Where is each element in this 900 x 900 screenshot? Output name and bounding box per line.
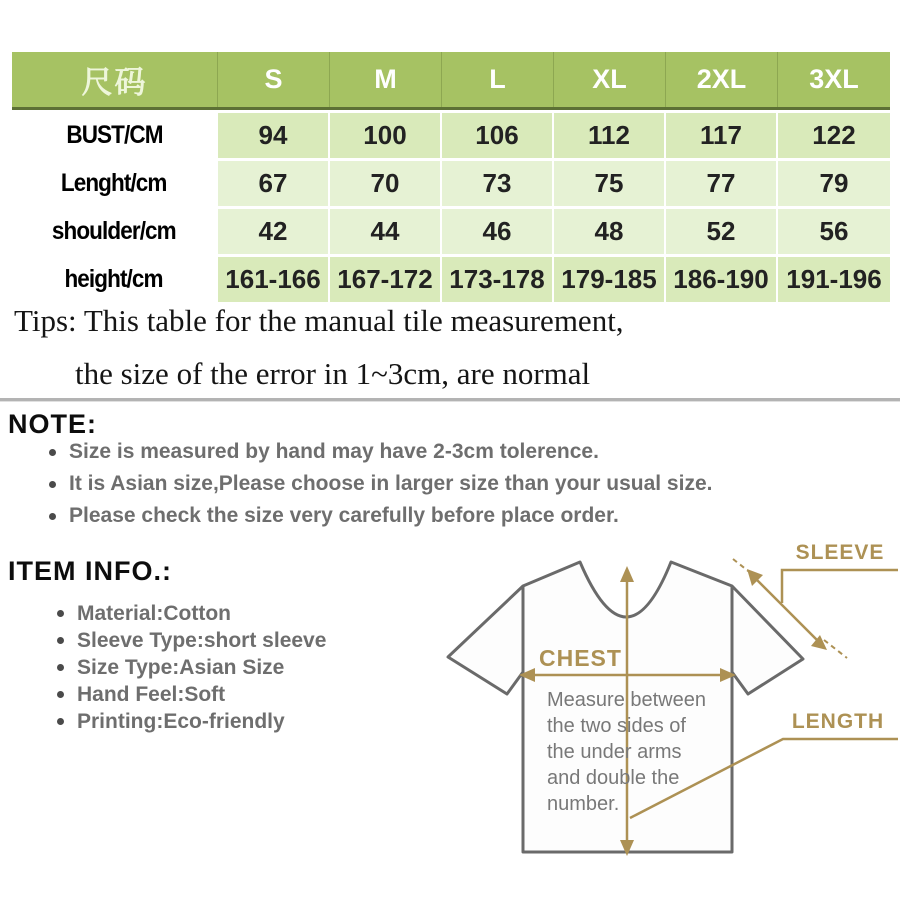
header-size-xl: XL <box>554 52 666 107</box>
row-label-text: BUST/CM <box>65 121 163 149</box>
table-row-bust <box>12 113 890 158</box>
chest-label: CHEST <box>539 645 622 671</box>
note-heading: NOTE: <box>8 409 97 439</box>
length-label: LENGTH <box>791 710 885 733</box>
sleeve-label: SLEEVE <box>795 541 885 564</box>
table-cell: 75 <box>554 161 666 206</box>
row-label <box>12 209 218 254</box>
row-label <box>12 257 218 302</box>
table-cell: 191-196 <box>778 257 890 302</box>
size-chart-header-row <box>12 52 890 110</box>
table-cell: 173-178 <box>442 257 554 302</box>
tips-line-1: Tips: This table for the manual tile measurement, <box>14 303 624 338</box>
table-cell: 42 <box>218 209 330 254</box>
note-item: It is Asian size,Please choose in larger size than your usual size. <box>47 468 712 500</box>
measure-note-line: number. <box>547 793 620 815</box>
table-cell: 56 <box>778 209 890 254</box>
table-cell: 186-190 <box>666 257 778 302</box>
item-info-item: Hand Feel:Soft <box>55 681 326 708</box>
row-label <box>12 161 218 206</box>
item-info-item: Printing:Eco-friendly <box>55 708 326 735</box>
table-cell: 100 <box>330 113 442 158</box>
measure-note-line: the two sides of <box>547 715 686 737</box>
sleeve-connector-line <box>782 570 898 603</box>
note-list <box>47 436 712 532</box>
item-info-heading: ITEM INFO.: <box>8 556 172 586</box>
header-size-m: M <box>330 52 442 107</box>
table-cell: 117 <box>666 113 778 158</box>
table-row-height <box>12 257 890 302</box>
item-info-list <box>55 600 326 735</box>
measure-note-line: the under arms <box>547 741 682 763</box>
tshirt-measurement-diagram <box>430 535 900 885</box>
table-row-length <box>12 161 890 206</box>
item-info-item: Material:Cotton <box>55 600 326 627</box>
sleeve-dash-bottom <box>824 640 847 658</box>
table-cell: 46 <box>442 209 554 254</box>
length-arrow-top-icon <box>620 566 634 582</box>
measure-note-line: Measure between <box>547 689 706 711</box>
row-label-text: shoulder/cm <box>52 217 176 245</box>
item-info-item: Size Type:Asian Size <box>55 654 326 681</box>
table-cell: 79 <box>778 161 890 206</box>
header-size-2xl: 2XL <box>666 52 778 107</box>
row-label-text: Lenght/cm <box>61 169 167 197</box>
table-row-shoulder <box>12 209 890 254</box>
table-cell: 106 <box>442 113 554 158</box>
table-cell: 94 <box>218 113 330 158</box>
header-size-3xl: 3XL <box>809 64 859 94</box>
row-label-text: height/cm <box>64 265 164 293</box>
table-cell: 48 <box>554 209 666 254</box>
tips-line-2: the size of the error in 1~3cm, are normal <box>75 356 591 391</box>
header-size-cn: 尺码 <box>12 52 218 107</box>
header-size-s: S <box>218 52 330 107</box>
measure-note-line: and double the <box>547 767 680 789</box>
table-cell: 161-166 <box>218 257 330 302</box>
table-cell: 44 <box>330 209 442 254</box>
note-item: Size is measured by hand may have 2-3cm tolerence. <box>47 436 712 468</box>
row-label <box>12 113 218 158</box>
table-cell: 73 <box>442 161 554 206</box>
section-divider <box>0 398 900 402</box>
table-cell: 70 <box>330 161 442 206</box>
table-cell: 52 <box>666 209 778 254</box>
table-cell: 67 <box>218 161 330 206</box>
item-info-item: Sleeve Type:short sleeve <box>55 627 326 654</box>
table-cell: 122 <box>778 113 890 158</box>
size-chart-table <box>12 52 890 302</box>
table-cell: 77 <box>666 161 778 206</box>
table-cell: 167-172 <box>330 257 442 302</box>
header-size-l: L <box>442 52 554 107</box>
table-cell: 179-185 <box>554 257 666 302</box>
note-item: Please check the size very carefully before place order. <box>47 500 712 532</box>
table-cell: 112 <box>554 113 666 158</box>
